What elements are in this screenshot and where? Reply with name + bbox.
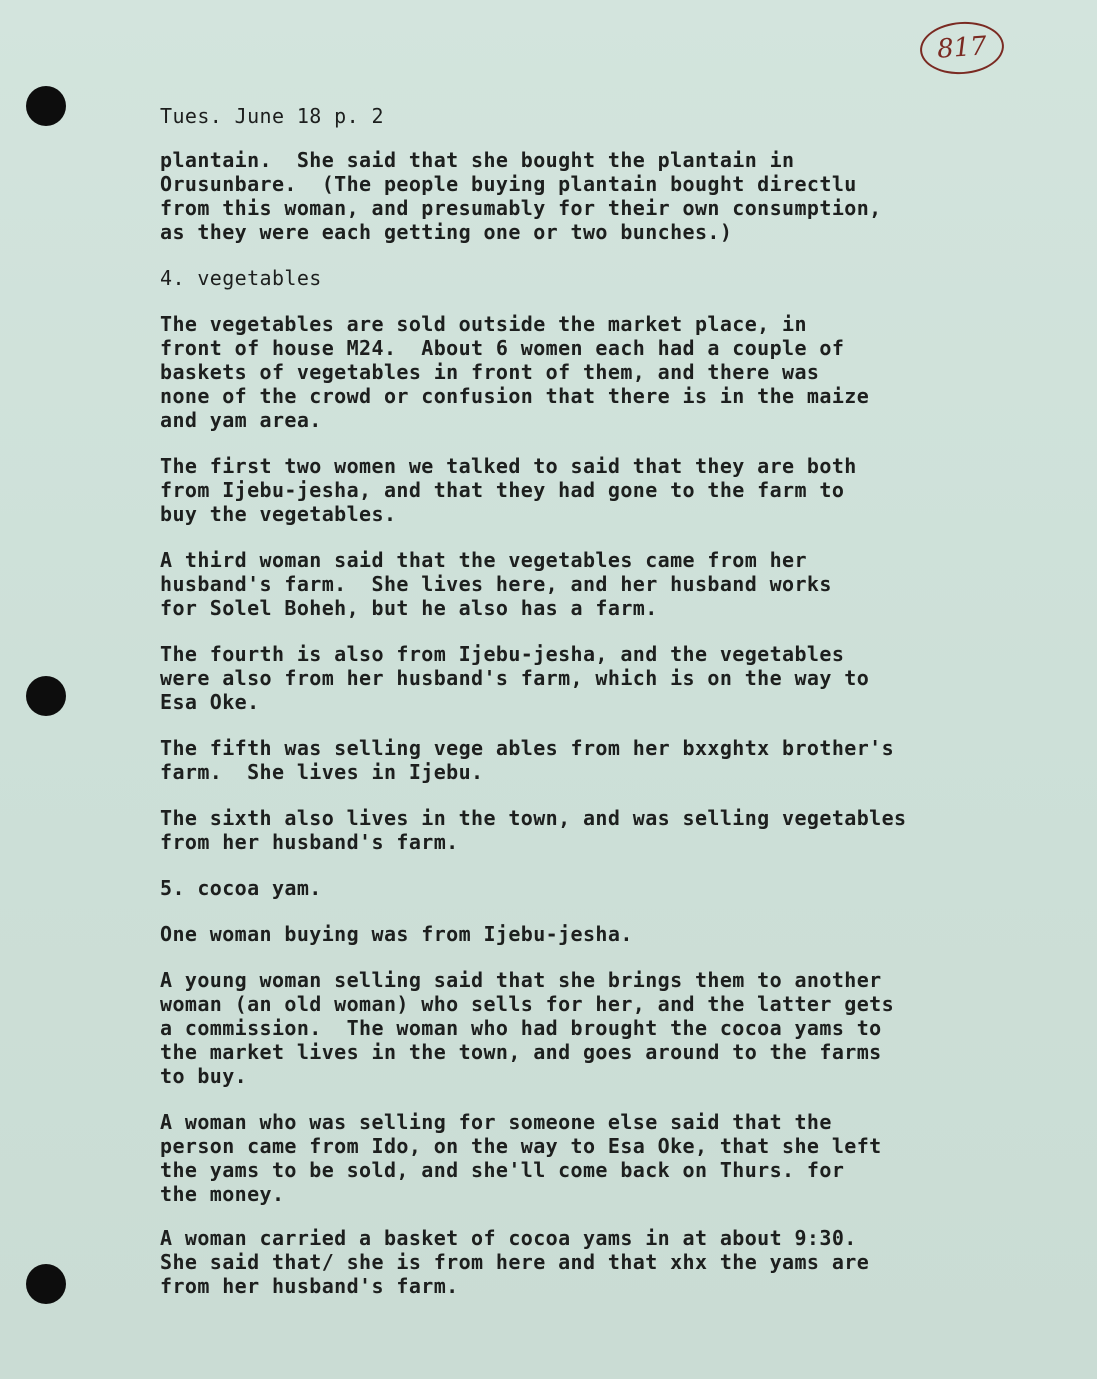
text-line: to buy. (160, 1064, 248, 1088)
text-line: and yam area. (160, 408, 322, 432)
text-line: from Ijebu-jesha, and that they had gone to the farm to (160, 478, 845, 502)
punch-hole-top (26, 86, 66, 126)
typed-text-body (160, 104, 1060, 1298)
text-line: for Solel Boheh, but he also has a farm. (160, 596, 658, 620)
section-heading-cocoa-yam: 5. cocoa yam. (160, 876, 322, 900)
section-heading-vegetables: 4. vegetables (160, 266, 322, 290)
text-line: A third woman said that the vegetables came from her (160, 548, 807, 572)
text-line: A woman who was selling for someone else said that the (160, 1110, 832, 1134)
text-line: woman (an old woman) who sells for her, and the latter gets (160, 992, 895, 1016)
text-line: plantain. She said that she bought the plantain in (160, 148, 795, 172)
text-line: husband's farm. She lives here, and her husband works (160, 572, 832, 596)
text-line: The sixth also lives in the town, and was selling vegetables (160, 806, 907, 830)
text-line: Orusunbare. (The people buying plantain bought directlu (160, 172, 857, 196)
paragraph-sixth-woman (160, 806, 1060, 854)
text-line: from this woman, and presumably for their own consumption, (160, 196, 882, 220)
text-line: none of the crowd or confusion that there is in the maize (160, 384, 870, 408)
text-line: The fifth was selling vege ables from her bxxghtx brother's (160, 736, 895, 760)
paragraph-selling-for-someone (160, 1110, 1060, 1206)
text-line: farm. She lives in Ijebu. (160, 760, 484, 784)
text-line: The vegetables are sold outside the market place, in (160, 312, 807, 336)
text-line: the money. (160, 1182, 285, 1206)
text-line: buy the vegetables. (160, 502, 397, 526)
text-line: She said that/ she is from here and that xhx the yams are (160, 1250, 870, 1274)
paragraph-buyer: One woman buying was from Ijebu-jesha. (160, 922, 633, 946)
paragraph-basket-arrival (160, 1226, 1060, 1298)
paragraph-first-two-women (160, 454, 1060, 526)
punch-hole-bottom (26, 1264, 66, 1304)
text-line: A young woman selling said that she brings them to another (160, 968, 882, 992)
page-header: Tues. June 18 p. 2 (160, 104, 384, 128)
text-line: baskets of vegetables in front of them, and there was (160, 360, 820, 384)
text-line: front of house M24. About 6 women each had a couple of (160, 336, 845, 360)
text-line: the market lives in the town, and goes around to the farms (160, 1040, 882, 1064)
paragraph-vegetables-location (160, 312, 1060, 432)
text-line: A woman carried a basket of cocoa yams in at about 9:30. (160, 1226, 857, 1250)
text-line: The fourth is also from Ijebu-jesha, and the vegetables (160, 642, 845, 666)
text-line: as they were each getting one or two bunches.) (160, 220, 733, 244)
text-line: a commission. The woman who had brought the cocoa yams to (160, 1016, 882, 1040)
text-line: the yams to be sold, and she'll come back on Thurs. for (160, 1158, 845, 1182)
paragraph-third-woman (160, 548, 1060, 620)
text-line: person came from Ido, on the way to Esa Oke, that she left (160, 1134, 882, 1158)
text-line: Esa Oke. (160, 690, 260, 714)
text-line: from her husband's farm. (160, 830, 459, 854)
punch-hole-middle (26, 676, 66, 716)
text-line: from her husband's farm. (160, 1274, 459, 1298)
handwritten-page-number: 817 (918, 19, 1005, 77)
paragraph-fifth-woman (160, 736, 1060, 784)
paragraph-plantain (160, 148, 1060, 244)
paragraph-fourth-woman (160, 642, 1060, 714)
text-line: The first two women we talked to said that they are both (160, 454, 857, 478)
paragraph-young-woman (160, 968, 1060, 1088)
text-line: were also from her husband's farm, which is on the way to (160, 666, 870, 690)
